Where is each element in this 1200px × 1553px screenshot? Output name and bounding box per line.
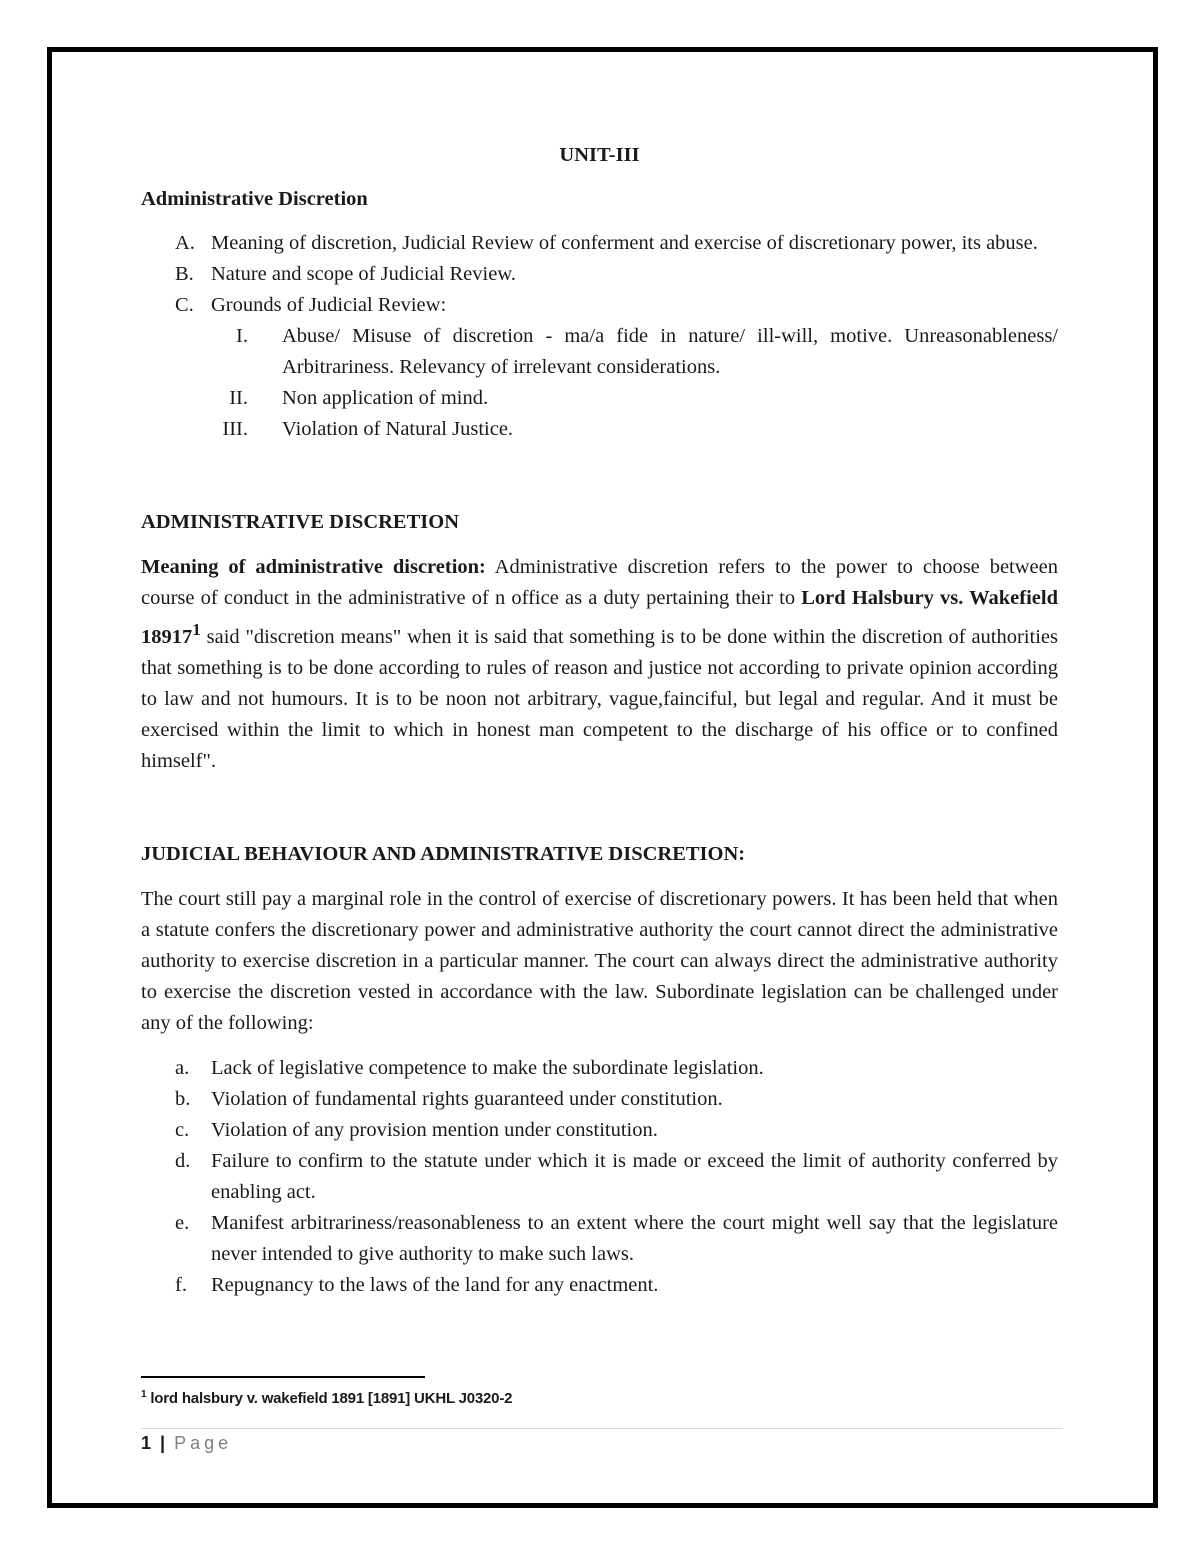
challenge-marker: c. bbox=[175, 1118, 190, 1141]
challenge-text: Repugnancy to the laws of the land for any enactment. bbox=[211, 1273, 659, 1296]
challenge-marker: d. bbox=[175, 1149, 191, 1172]
ground-marker: III. bbox=[222, 418, 248, 440]
footer-separator: | bbox=[160, 1433, 166, 1453]
challenge-item bbox=[141, 1208, 1058, 1270]
ground-item bbox=[211, 321, 1058, 383]
document-body bbox=[141, 140, 1058, 1301]
footnote-text: lord halsbury v. wakefield 1891 [1891] UKHL J0320-2 bbox=[146, 1390, 513, 1407]
outline-text: Nature and scope of Judicial Review. bbox=[211, 263, 516, 285]
footnote-separator bbox=[141, 1376, 425, 1378]
outline-item bbox=[141, 228, 1058, 259]
footnote-mark: 1 bbox=[141, 1389, 147, 1400]
heading-administrative-discretion: ADMINISTRATIVE DISCRETION bbox=[141, 511, 460, 533]
challenge-item bbox=[141, 1053, 1058, 1084]
challenge-marker: f. bbox=[175, 1273, 187, 1296]
outline-item bbox=[141, 290, 1058, 445]
judicial-paragraph: The court still pay a marginal role in the control of exercise of discretionary powers. It has been held that when a statute confers the discretionary power and administrative authority the court cannot direct the administrative authority to exercise discretion in a particular manner. The court can always direct the administrative authority to exercise the discretion vested in accordance with the law. Subordinate legislation can be challenged under any of the following: bbox=[141, 887, 1058, 1034]
grounds-list bbox=[211, 321, 1058, 445]
meaning-paragraph bbox=[141, 552, 1058, 777]
outline-text: Grounds of Judicial Review: bbox=[211, 294, 447, 316]
challenge-marker: a. bbox=[175, 1056, 190, 1079]
challenge-item bbox=[141, 1146, 1058, 1208]
ground-text: Violation of Natural Justice. bbox=[282, 418, 514, 440]
page-number: 1 bbox=[141, 1433, 152, 1453]
ground-text: Abuse/ Misuse of discretion - ma/a fide in nature/ ill-will, motive. Unreasonableness/ Arbitrariness. Relevancy of irrelevant considerations. bbox=[282, 325, 1058, 378]
outline-text: Meaning of discretion, Judicial Review of conferment and exercise of discretionary power, its abuse. bbox=[211, 232, 1038, 254]
challenge-marker: b. bbox=[175, 1087, 191, 1110]
ground-text: Non application of mind. bbox=[282, 387, 489, 409]
page-label: Page bbox=[174, 1433, 233, 1453]
challenge-item bbox=[141, 1270, 1058, 1301]
page-footer bbox=[141, 1433, 232, 1454]
footnote bbox=[141, 1389, 512, 1407]
footer-rule bbox=[141, 1428, 1063, 1429]
challenge-text: Manifest arbitrariness/reasonableness to an extent where the court might well say that the legislature never intended to give authority to make such laws. bbox=[211, 1211, 1058, 1265]
meaning-label: Meaning of administrative discretion: bbox=[141, 556, 486, 578]
challenges-list bbox=[141, 1053, 1058, 1301]
case-citation: Lord Halsbury vs. Wakefield 18917 bbox=[141, 587, 1058, 648]
ground-item bbox=[211, 414, 1058, 445]
ground-marker: I. bbox=[236, 325, 248, 347]
outline-item bbox=[141, 259, 1058, 290]
heading-judicial-behaviour: JUDICIAL BEHAVIOUR AND ADMINISTRATIVE DISCRETION: bbox=[141, 842, 746, 865]
challenge-text: Lack of legislative competence to make the subordinate legislation. bbox=[211, 1056, 764, 1079]
unit-title: UNIT-III bbox=[559, 144, 640, 166]
meaning-text-2: said "discretion means" when it is said that something is to be done within the discretion of authorities that something is to be done according to rules of reason and justice not according to private opinion according to law and not humours. It is to be noon not arbitrary, vague,fainciful, but legal and regular. And it must be exercised within the limit to which in honest man competent to the discharge of his office or to confined himself". bbox=[141, 625, 1058, 772]
challenge-text: Failure to confirm to the statute under which it is made or exceed the limit of authority conferred by enabling act. bbox=[211, 1149, 1058, 1203]
challenge-item bbox=[141, 1084, 1058, 1115]
ground-marker: II. bbox=[229, 387, 248, 409]
challenge-text: Violation of fundamental rights guaranteed under constitution. bbox=[211, 1087, 723, 1110]
meaning-text-1: Administrative discretion refers to the power to choose between course of conduct in the administrative of n office as a duty pertaining their to bbox=[141, 556, 1058, 609]
outline-marker: C. bbox=[175, 294, 194, 316]
section-title: Administrative Discretion bbox=[141, 188, 368, 210]
challenge-item bbox=[141, 1115, 1058, 1146]
ground-item bbox=[211, 383, 1058, 414]
footnote-reference[interactable]: 1 bbox=[192, 620, 201, 639]
outline-marker: A. bbox=[175, 232, 195, 254]
outline-marker: B. bbox=[175, 263, 194, 285]
outline-list bbox=[141, 228, 1058, 445]
challenge-text: Violation of any provision mention under constitution. bbox=[211, 1118, 658, 1141]
challenge-marker: e. bbox=[175, 1211, 190, 1234]
